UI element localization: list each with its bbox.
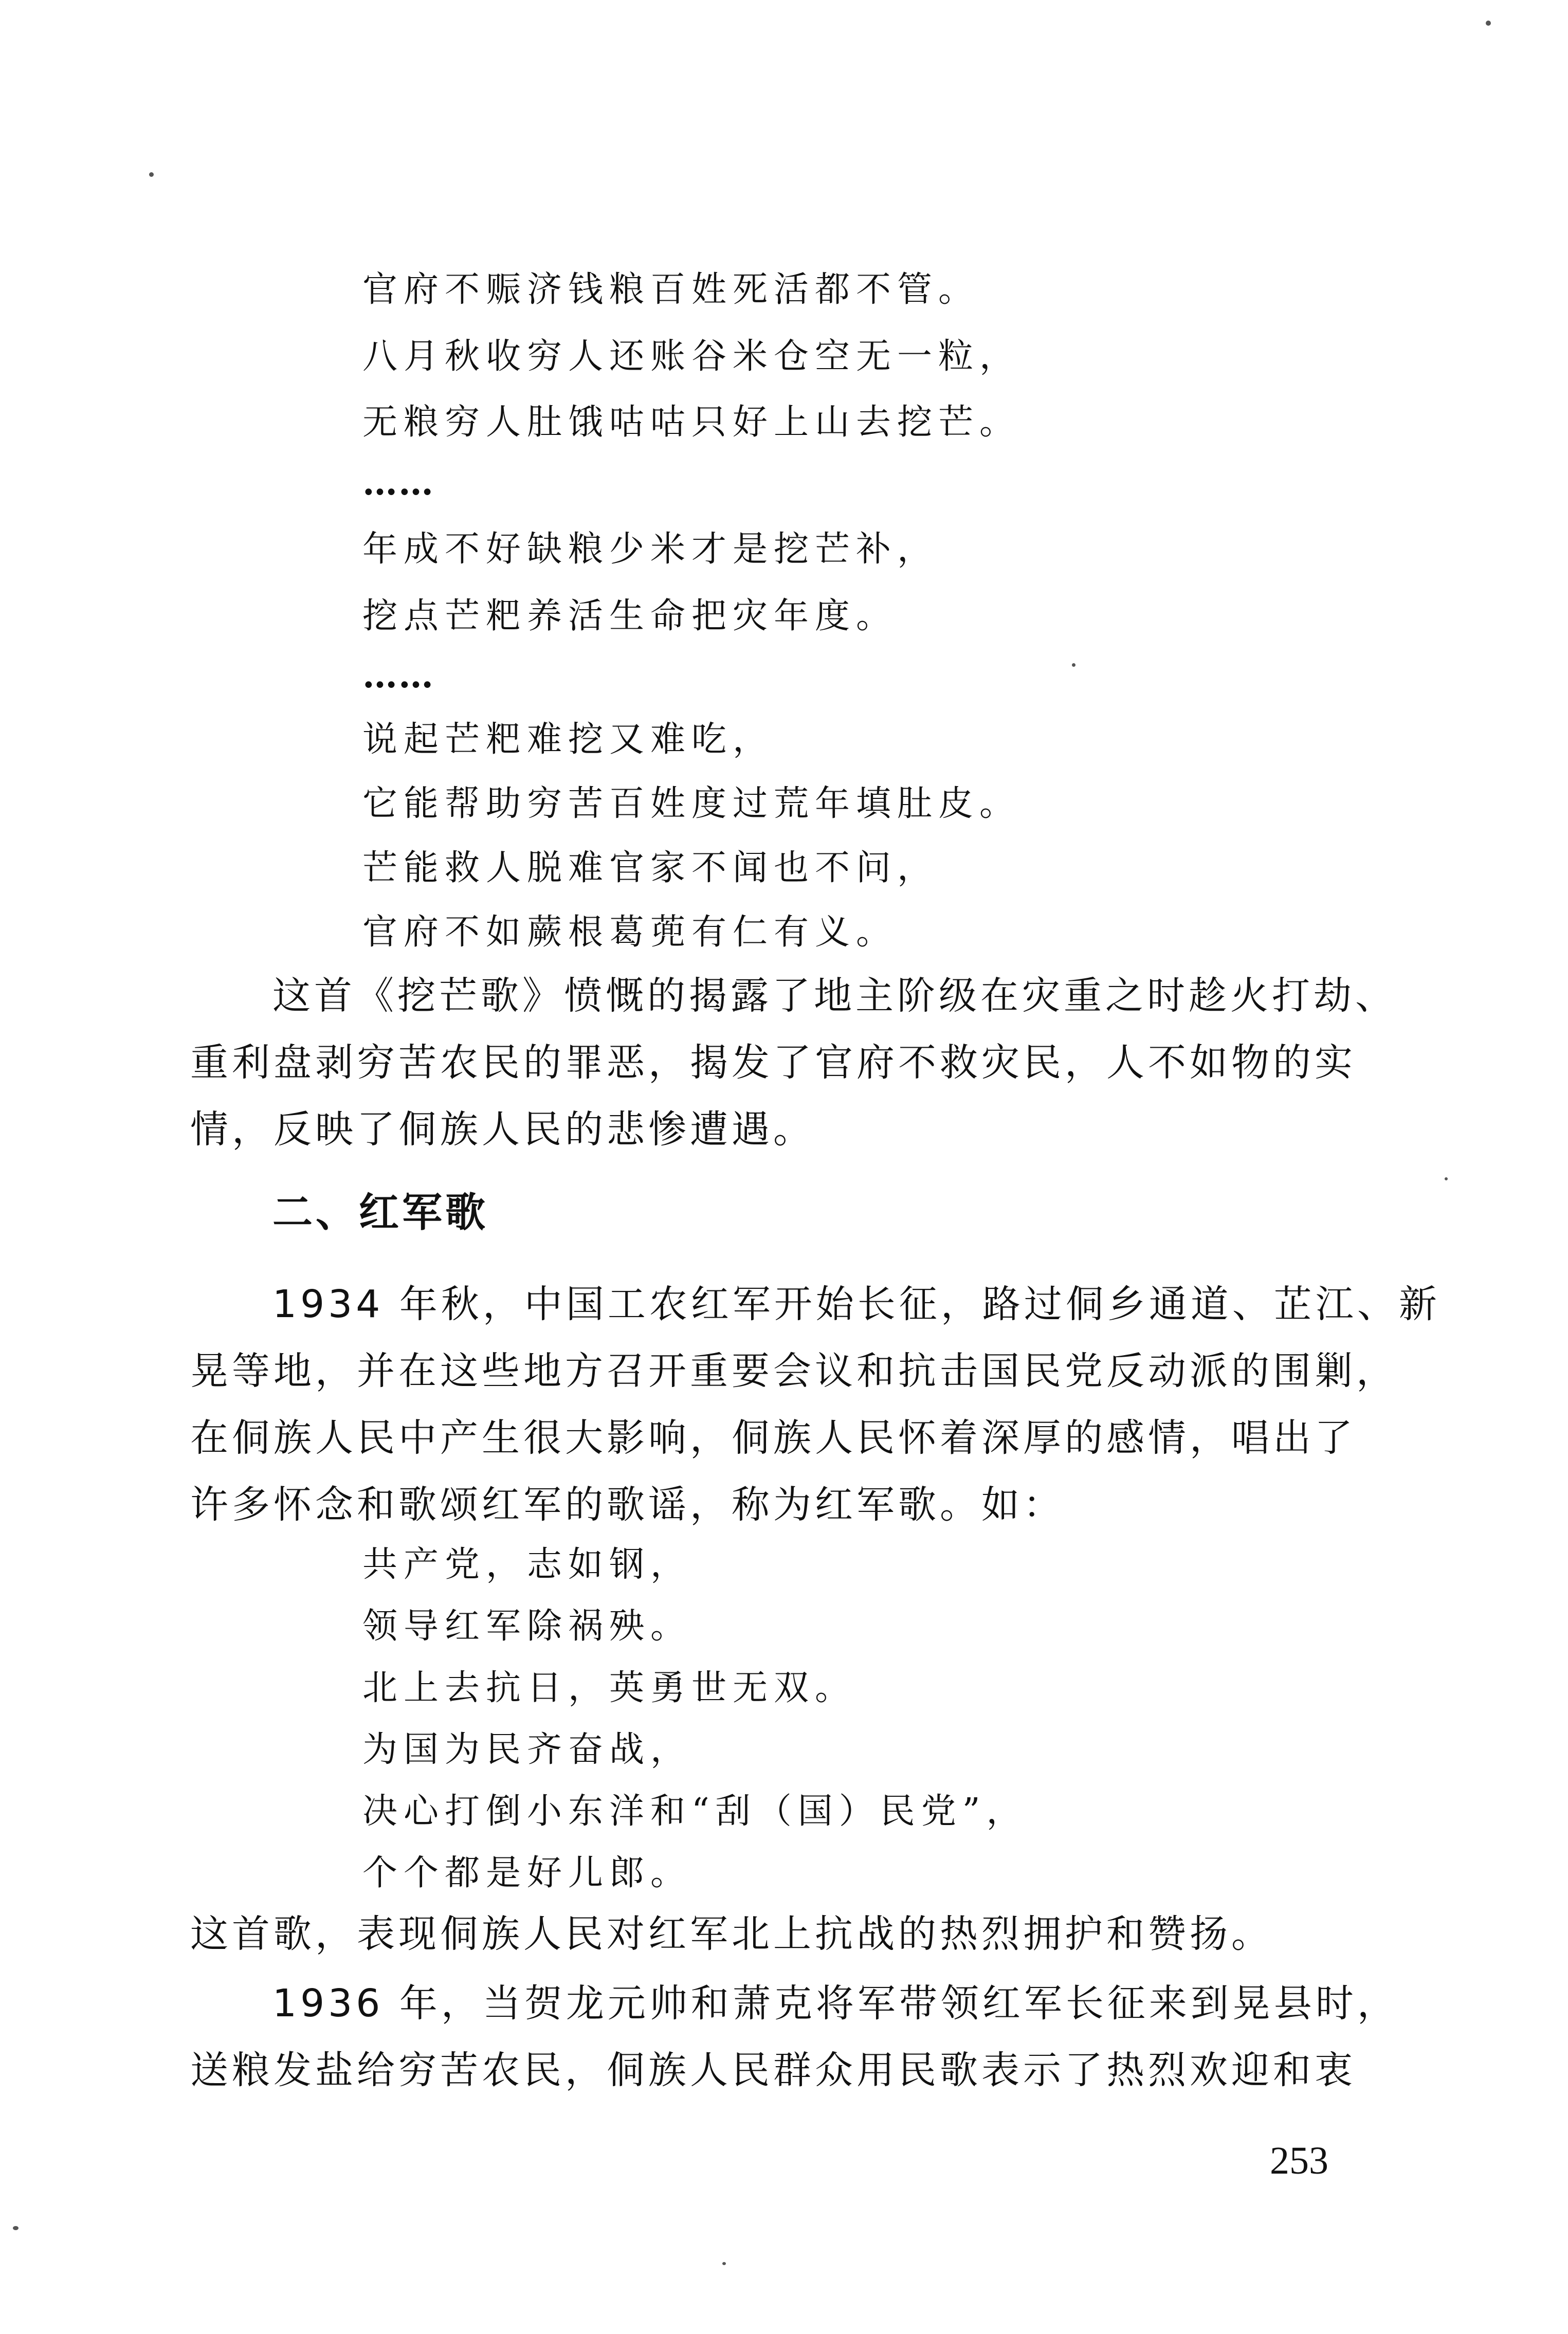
para1-line-2: 重利盘剥穷苦农民的罪恶，揭发了官府不救灾民，人不如物的实 [190,1041,1356,1085]
poem1-line-1: 官府不赈济钱粮百姓死活都不管。 [362,269,980,310]
scan-speck [13,2226,19,2230]
poem2-line-5: 决心打倒小东洋和“刮（国）民党”， [362,1791,1028,1832]
poem1-line-4: 年成不好缺粮少米才是挖芒补， [362,529,939,570]
poem2-line-4: 为国为民齐奋战， [362,1729,692,1770]
poem1-line-9: 官府不如蕨根葛蔸有仁有义。 [362,912,898,953]
scan-speck [149,172,154,177]
poem1-line-7: 它能帮助穷苦百姓度过荒年填肚皮。 [362,783,1021,824]
poem1-ellipsis-2: …… [362,655,434,696]
para4-line-1: 1936 年，当贺龙元帅和萧克将军带领红军长征来到晃县时， [272,1981,1399,2026]
para4-line-2: 送粮发盐给穷苦农民，侗族人民群众用民歌表示了热烈欢迎和衷 [190,2048,1356,2092]
poem2-line-2: 领导红军除祸殃。 [362,1606,692,1647]
poem1-ellipsis-1: …… [362,462,434,503]
poem2-line-3: 北上去抗日，英勇世无双。 [362,1668,856,1708]
poem2-line-1: 共产党，志如钢， [362,1544,692,1585]
para2-line-3: 在侗族人民中产生很大影响，侗族人民怀着深厚的感情，唱出了 [190,1416,1356,1460]
para1-line-3: 情，反映了侗族人民的悲惨遭遇。 [190,1107,815,1152]
scan-speck [1486,21,1491,26]
poem2-line-6: 个个都是好儿郎。 [362,1853,692,1893]
para2-line-1: 1934 年秋，中国工农红军开始长征，路过侗乡通道、芷江、新 [272,1282,1441,1326]
poem1-line-6: 说起芒粑难挖又难吃， [362,719,774,760]
section-heading: 二、红军歌 [272,1190,489,1236]
poem1-line-5: 挖点芒粑养活生命把灾年度。 [362,596,898,636]
para1-line-1: 这首《挖芒歌》愤慨的揭露了地主阶级在灾重之时趁火打劫、 [272,974,1397,1018]
scan-speck [1072,663,1075,667]
scan-speck [722,2262,726,2265]
scan-speck [1445,1177,1448,1180]
poem1-line-2: 八月秋收穷人还账谷米仓空无一粒， [362,336,1021,377]
page-number: 253 [1270,2139,1328,2182]
poem1-line-8: 芒能救人脱难官家不闻也不问， [362,848,939,888]
para3-line-1: 这首歌，表现侗族人民对红军北上抗战的热烈拥护和赞扬。 [190,1912,1273,1956]
para2-line-2: 晃等地，并在这些地方召开重要会议和抗击国民党反动派的围剿， [190,1349,1398,1393]
para2-line-4: 许多怀念和歌颂红军的歌谣，称为红军歌。如： [190,1483,1065,1527]
poem1-line-3: 无粮穷人肚饿咕咕只好上山去挖芒。 [362,402,1021,443]
